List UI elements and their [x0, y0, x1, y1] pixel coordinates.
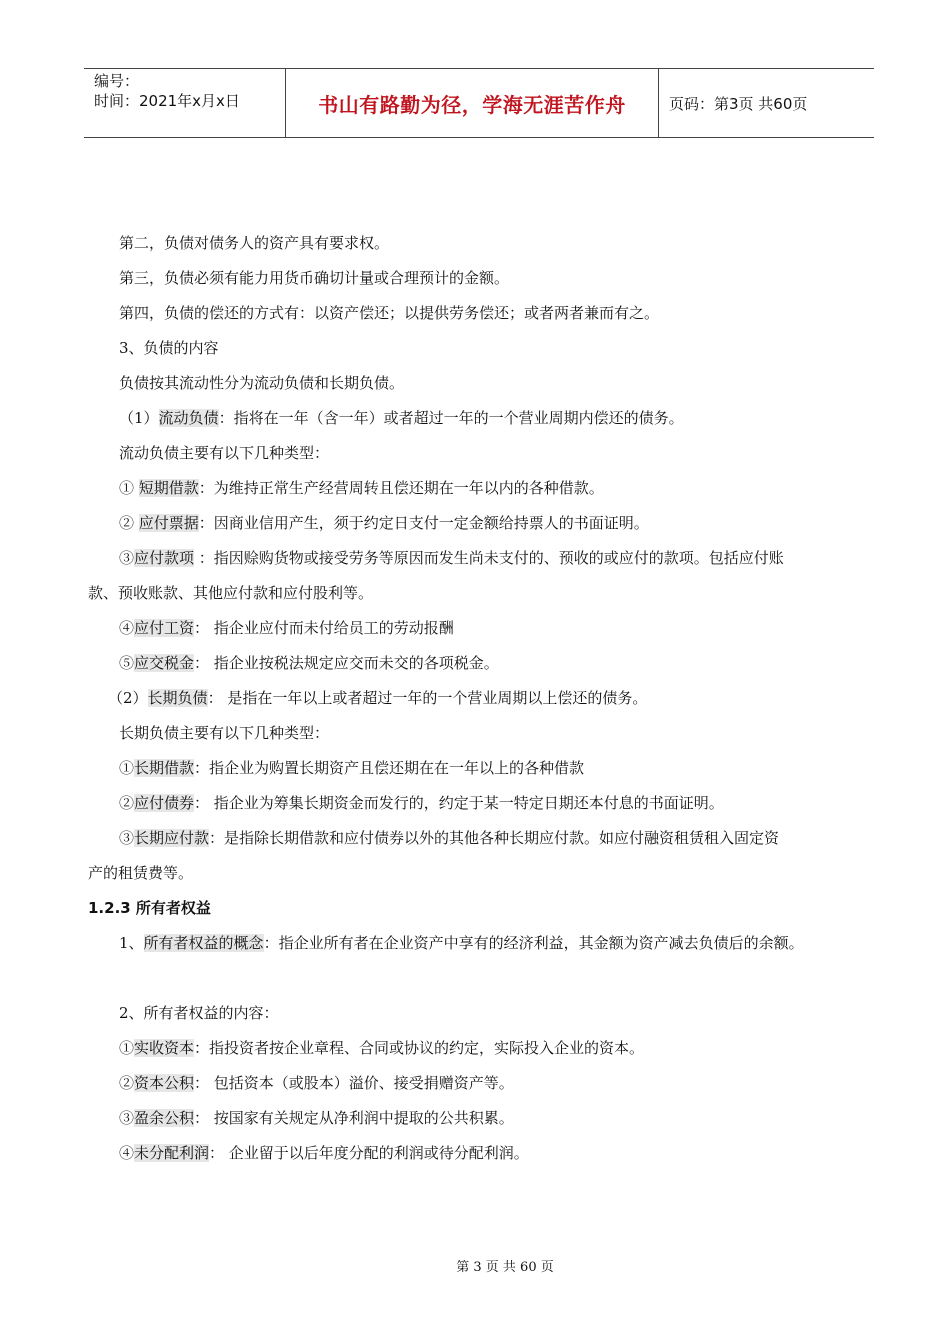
list-item: ④未分配利润： 企业留于以后年度分配的利润或待分配利润。: [119, 1144, 529, 1162]
term-highlight: 短期借款: [138, 479, 199, 497]
term-highlight: 实收资本: [134, 1039, 195, 1057]
subheading: 2、所有者权益的内容：: [119, 1004, 279, 1022]
definition-owners-equity: 1、所有者权益的概念：指企业所有者在企业资产中享有的经济利益，其金额为资产减去负债后的余额。: [119, 934, 804, 952]
header-meta: [84, 69, 286, 137]
subheading: 3、负债的内容: [119, 339, 219, 357]
term-highlight: 应付工资: [134, 619, 195, 637]
document-body: [88, 226, 878, 1171]
term-highlight: 长期负债: [147, 689, 208, 707]
term-highlight: 应付债券: [134, 794, 195, 812]
page-footer: [0, 1256, 950, 1275]
list-item: ④应付工资： 指企业应付而未付给员工的劳动报酬: [119, 619, 454, 637]
paragraph: 第三，负债必须有能力用货币确切计量或合理预计的金额。: [119, 269, 510, 287]
term-highlight: 盈余公积: [134, 1109, 195, 1127]
term-highlight: 应交税金: [134, 654, 195, 672]
list-item: ①长期借款：指企业为购置长期资产且偿还期在在一年以上的各种借款: [119, 759, 585, 777]
definition-current-liabilities: （1）流动负债：指将在一年（含一年）或者超过一年的一个营业周期内偿还的债务。: [119, 409, 684, 427]
paragraph: 第二，负债对债务人的资产具有要求权。: [119, 234, 390, 252]
list-item: ③盈余公积： 按国家有关规定从净利润中提取的公共积累。: [119, 1109, 514, 1127]
definition-long-term-liabilities: （2）长期负债： 是指在一年以上或者超过一年的一个营业周期以上偿还的债务。: [108, 689, 648, 707]
document-number: 编号：: [94, 72, 140, 90]
list-item: ① 短期借款：为维持正常生产经营周转且偿还期在一年以内的各种借款。: [119, 479, 604, 497]
list-item: ⑤应交税金： 指企业按税法规定应交而未交的各项税金。: [119, 654, 499, 672]
term-highlight: 应付票据: [138, 514, 199, 532]
term-highlight: 应付款项: [134, 549, 195, 567]
page-header: [84, 68, 874, 138]
term-highlight: 流动负债: [158, 409, 219, 427]
header-page-number: 页码：第3页 共60页: [669, 94, 808, 113]
list-item: ②应付债券： 指企业为筹集长期资金而发行的，约定于某一特定日期还本付息的书面证明。: [119, 794, 724, 812]
list-item: ②资本公积： 包括资本（或股本）溢价、接受捐赠资产等。: [119, 1074, 514, 1092]
term-highlight: 长期应付款: [134, 829, 210, 847]
list-item: ② 应付票据：因商业信用产生，须于约定日支付一定金额给持票人的书面证明。: [119, 514, 649, 532]
paragraph-continuation: 款、预收账款、其他应付款和应付股利等。: [88, 584, 374, 602]
term-highlight: 资本公积: [134, 1074, 195, 1092]
list-item: ③应付款项 ：指因赊购货物或接受劳务等原因而发生尚未支付的、预收的或应付的款项。包括应付账: [119, 549, 784, 567]
term-highlight: 所有者权益的概念: [143, 934, 264, 952]
paragraph: 第四，负债的偿还的方式有：以资产偿还；以提供劳务偿还；或者两者兼而有之。: [119, 304, 660, 322]
list-item: ①实收资本：指投资者按企业章程、合同或协议的约定，实际投入企业的资本。: [119, 1039, 645, 1057]
paragraph: 负债按其流动性分为流动负债和长期负债。: [119, 374, 405, 392]
paragraph: 长期负债主要有以下几种类型：: [119, 724, 330, 742]
spacer: [88, 961, 878, 996]
section-heading: 1.2.3 所有者权益: [88, 899, 211, 917]
footer-page-number: 第 3 页 共 60 页: [456, 1260, 554, 1275]
list-item: ③长期应付款：是指除长期借款和应付债券以外的其他各种长期应付款。如应付融资租赁租入固定资: [119, 829, 780, 847]
term-highlight: 未分配利润: [134, 1144, 210, 1162]
document-time: 时间：2021年x月x日: [94, 92, 240, 110]
header-motto: 书山有路勤为径，学海无涯苦作舟: [286, 69, 659, 137]
paragraph-continuation: 产的租赁费等。: [88, 864, 194, 882]
term-highlight: 长期借款: [134, 759, 195, 777]
paragraph: 流动负债主要有以下几种类型：: [119, 444, 330, 462]
